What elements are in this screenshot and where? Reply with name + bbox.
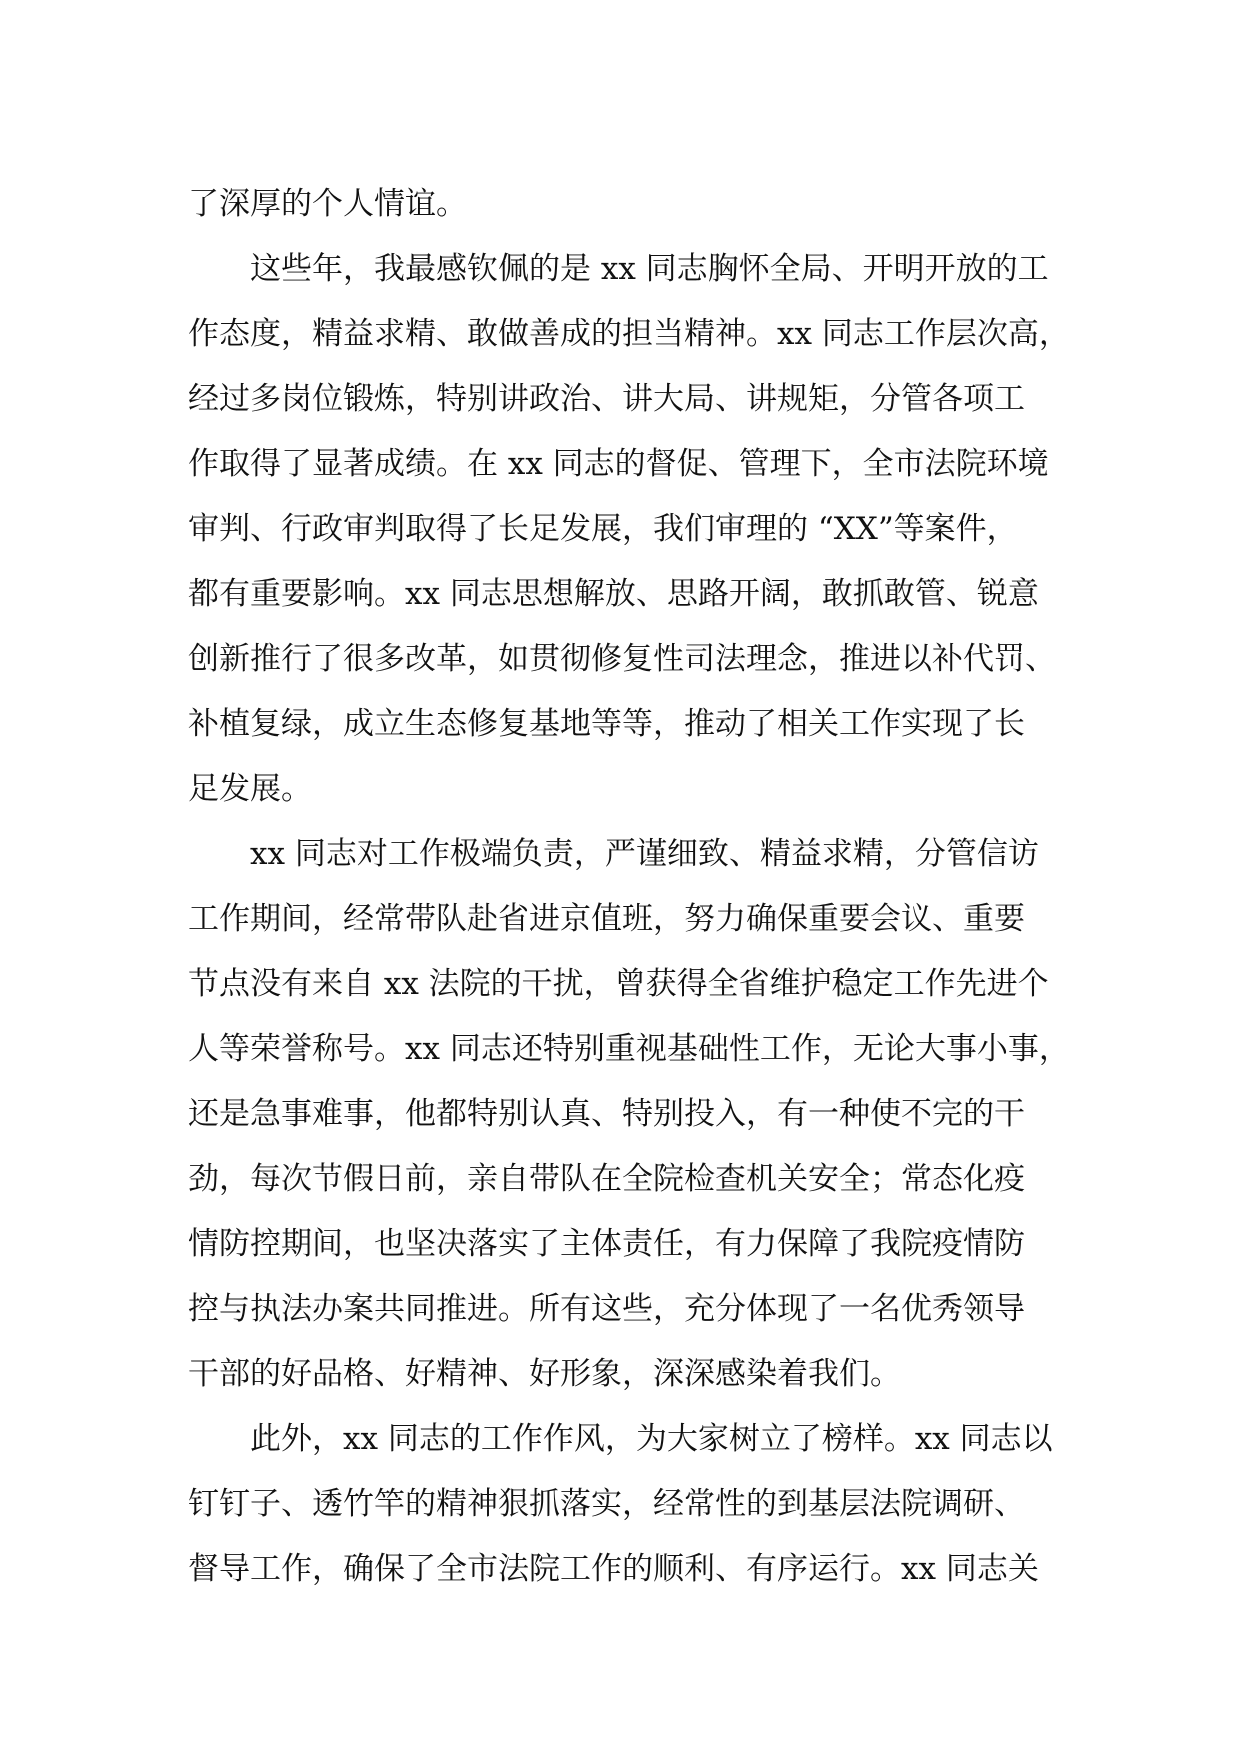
text-line: 经过多岗位锻炼，特别讲政治、讲大局、讲规矩，分管各项工 <box>188 381 1025 417</box>
text-line: 足发展。 <box>188 771 312 807</box>
text-line: 劲，每次节假日前，亲自带队在全院检查机关安全；常态化疫 <box>188 1161 1025 1197</box>
text-line: 干部的好品格、好精神、好形象，深深感染着我们。 <box>188 1356 901 1392</box>
text-line: 这些年，我最感钦佩的是 xx 同志胸怀全局、开明开放的工 <box>250 251 1049 287</box>
text-line: 作态度，精益求精、敢做善成的担当精神。xx 同志工作层次高， <box>188 316 1070 352</box>
text-line: 节点没有来自 xx 法院的干扰，曾获得全省维护稳定工作先进个 <box>188 966 1049 1002</box>
text-line: 创新推行了很多改革，如贯彻修复性司法理念，推进以补代罚、 <box>188 641 1056 677</box>
text-line: 工作期间，经常带队赴省进京值班，努力确保重要会议、重要 <box>188 901 1025 937</box>
text-line: 人等荣誉称号。xx 同志还特别重视基础性工作，无论大事小事， <box>188 1031 1070 1067</box>
text-line: 控与执法办案共同推进。所有这些，充分体现了一名优秀领导 <box>188 1291 1025 1327</box>
text-line: 都有重要影响。xx 同志思想解放、思路开阔，敢抓敢管、锐意 <box>188 576 1039 612</box>
text-line: xx 同志对工作极端负责，严谨细致、精益求精，分管信访 <box>250 836 1039 872</box>
text-line: 补植复绿，成立生态修复基地等等，推动了相关工作实现了长 <box>188 706 1025 742</box>
text-line: 钉钉子、透竹竿的精神狠抓落实，经常性的到基层法院调研、 <box>188 1486 1025 1522</box>
text-line: 还是急事难事，他都特别认真、特别投入，有一种使不完的干 <box>188 1096 1025 1132</box>
text-line: 了深厚的个人情谊。 <box>188 186 467 222</box>
text-line: 作取得了显著成绩。在 xx 同志的督促、管理下，全市法院环境 <box>188 446 1049 482</box>
text-line: 审判、行政审判取得了长足发展，我们审理的 “XX”等案件， <box>188 511 1018 547</box>
text-line: 此外，xx 同志的工作作风，为大家树立了榜样。xx 同志以 <box>250 1421 1053 1457</box>
text-line: 情防控期间，也坚决落实了主体责任，有力保障了我院疫情防 <box>188 1226 1025 1262</box>
text-line: 督导工作，确保了全市法院工作的顺利、有序运行。xx 同志关 <box>188 1551 1039 1587</box>
body-text <box>188 172 1088 1602</box>
